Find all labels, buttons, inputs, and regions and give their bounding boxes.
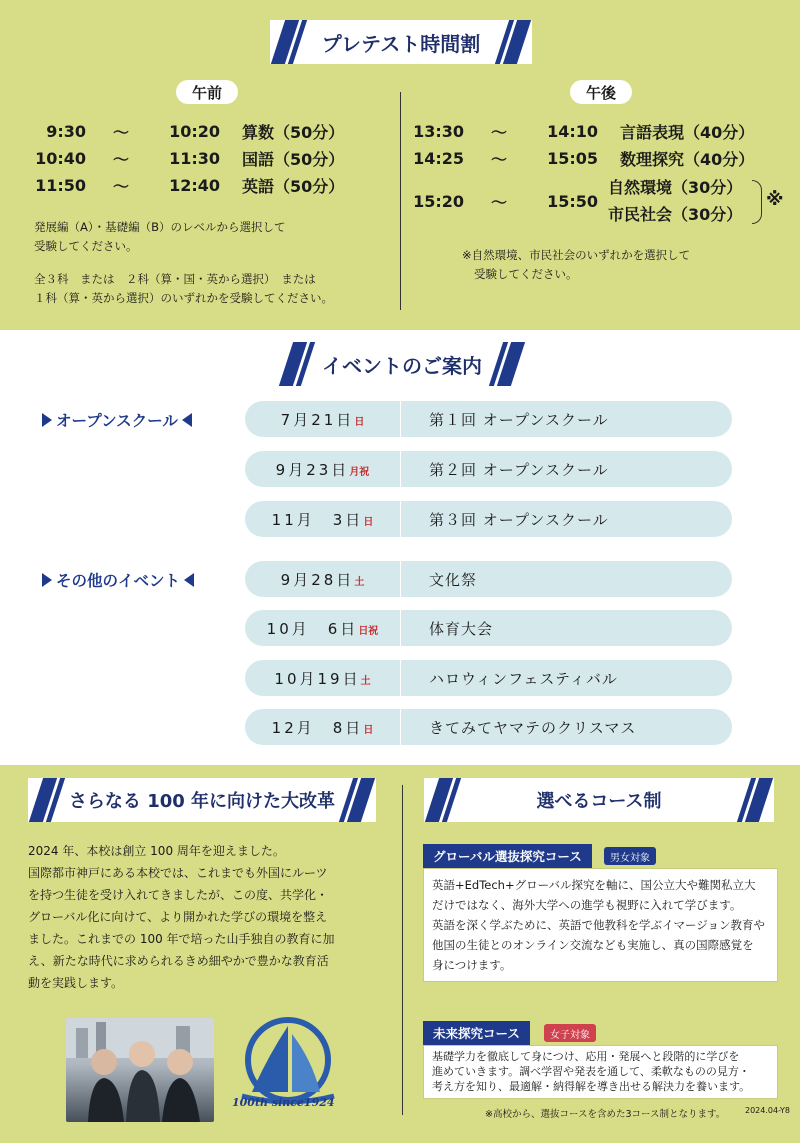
am-label: 午前 xyxy=(176,80,238,104)
pm-row: 14:25 〜 15:05 数理探究（40分） xyxy=(413,148,755,169)
events-banner xyxy=(278,342,526,386)
course-badge: 男女対象 xyxy=(604,847,656,865)
event-row: 9月23日月祝 第２回 オープンスクール xyxy=(245,451,732,487)
pretest-banner xyxy=(270,20,532,64)
events-title: イベントのご案内 xyxy=(322,353,482,378)
event-row: 10月 6日日祝 体育大会 xyxy=(245,610,732,646)
am-row: 10:40 〜 11:30 国語（50分） xyxy=(35,148,345,169)
open-school-category: オープンスクール xyxy=(42,409,192,431)
am-note-subjects: 全３科 または ２科（算・国・英から選択） または １科（算・英から選択）のいずれかを受験してください。 xyxy=(34,272,333,305)
pm-subject-civic: 市民社会（30分） xyxy=(608,204,743,224)
triangle-left-icon xyxy=(184,573,194,587)
course-description: 基礎学力を徹底して身につけ、応用・発展へと段階的に学びを 進めていきます。調べ学習や発表を通して、柔軟なものの見方・ 考え方を知り、最適解・納得解を導き出せる解決力を養います。 xyxy=(423,1045,778,1099)
am-row: 11:50 〜 12:40 英語（50分） xyxy=(35,175,345,196)
document-code: 2024.04-Y8 xyxy=(745,1106,790,1115)
other-events-category: その他のイベント xyxy=(42,569,194,591)
anniversary-logo xyxy=(228,1016,348,1126)
reform-text: 2024 年、本校は創立 100 周年を迎えました。 国際都市神戸にある本校では、これまでも外国にルーツ を持つ生徒を受け入れてきましたが、この度、共学化・ グローバル化に向けて、より開かれた学びの環境を整え ました。これまでの 100 年で培った山手独自の教育に加 え、新たな時代に求められるきめ細やかで豊かな教育活 動を実践します。 xyxy=(28,844,335,990)
event-row: 11月 3日日 第３回 オープンスクール xyxy=(245,501,732,537)
pm-note: ※自然環境、市民社会のいずれかを選択して 受験してください。 xyxy=(462,248,691,281)
reform-banner xyxy=(28,778,376,822)
course-banner xyxy=(424,778,774,822)
reform-title: さらなる 100 年に向けた大改革 xyxy=(68,791,336,812)
logo-text: 100th since1924 xyxy=(232,1096,335,1109)
course-note: ※高校から、選抜コースを含めた3コース制となります。 xyxy=(485,1109,726,1120)
bottom-divider xyxy=(402,785,403,1115)
pm-row: 13:30 〜 14:10 言語表現（40分） xyxy=(413,121,755,142)
course-description: 英語+EdTech+グローバル探究を軸に、国公立大や難関私立大 だけではなく、海外大学への進学も視野に入れて学びます。 英語を深く学ぶために、英語で他教科を学ぶイマージョン教育や 他国の生徒とのオンライン交流なども実施し、真の国際感覚を 身につけます。 xyxy=(423,868,778,982)
choice-mark: ※ xyxy=(766,189,784,210)
course-badge: 女子対象 xyxy=(544,1024,596,1042)
pm-row-choice: 15:20 〜 15:50 xyxy=(413,191,598,212)
event-row: 7月21日日 第１回 オープンスクール xyxy=(245,401,732,437)
event-row: 9月28日土 文化祭 xyxy=(245,561,732,597)
pm-subject-nature: 自然環境（30分） xyxy=(608,177,743,197)
choice-bracket xyxy=(752,180,762,224)
course-name: グローバル選抜探究コース xyxy=(423,844,592,868)
pm-label: 午後 xyxy=(570,80,632,104)
course-title: 選べるコース制 xyxy=(536,791,662,812)
course-name: 未来探究コース xyxy=(423,1021,530,1045)
am-row: 9:30 〜 10:20 算数（50分） xyxy=(46,121,345,142)
triangle-right-icon xyxy=(42,573,52,587)
pretest-title: プレテスト時間割 xyxy=(321,31,481,56)
am-note-level: 発展編（A）・基礎編（B）のレベルから選択して 受験してください。 xyxy=(34,220,286,253)
event-row: 10月19日土 ハロウィンフェスティバル xyxy=(245,660,732,696)
students-photo xyxy=(66,1018,214,1122)
event-row: 12月 8日日 きてみてヤマテのクリスマス xyxy=(245,709,732,745)
triangle-left-icon xyxy=(182,413,192,427)
triangle-right-icon xyxy=(42,413,52,427)
